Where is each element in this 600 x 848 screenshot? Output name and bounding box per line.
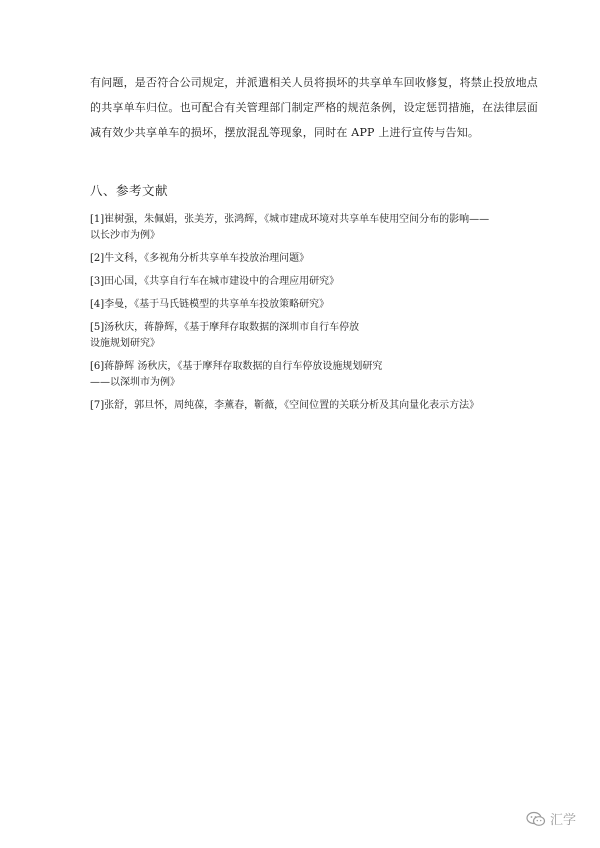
reference-list bbox=[90, 212, 520, 421]
reference-item bbox=[90, 297, 520, 313]
reference-line: [2]牛文科，《多视角分析共享单车投放治理问题》 bbox=[90, 253, 310, 264]
reference-line: [6]蒋静辉 汤秋庆，《基于摩拜存取数据的自行车停放设施规划研究 bbox=[90, 361, 383, 372]
body-paragraph bbox=[90, 70, 538, 145]
paragraph-line: 减有效少共享单车的损坏，摆放混乱等现象，同时在 APP 上进行宣传与告知。 bbox=[90, 126, 480, 139]
section-heading: 八、参考文献 bbox=[90, 183, 169, 198]
reference-item bbox=[90, 212, 520, 244]
reference-line: [5]汤秋庆，蒋静辉，《基于摩拜存取数据的深圳市自行车停放 bbox=[90, 322, 360, 333]
watermark-text: 汇学 bbox=[549, 813, 576, 828]
reference-line: ——以深圳市为例》 bbox=[90, 377, 180, 388]
paragraph-line: 的共享单车归位。也可配合有关管理部门制定严格的规范条例，设定惩罚措施，在法律层面 bbox=[90, 101, 538, 114]
wechat-icon bbox=[526, 811, 546, 827]
reference-line: [7]张舒，郭旦怀，周纯葆，李薰春，靳薇，《空间位置的关联分析及其向量化表示方法》 bbox=[90, 400, 480, 411]
reference-item bbox=[90, 274, 520, 290]
watermark bbox=[526, 809, 576, 828]
reference-item bbox=[90, 251, 520, 267]
reference-item bbox=[90, 320, 520, 352]
paragraph-line: 有问题，是否符合公司规定，并派遣相关人员将损坏的共享单车回收修复，将禁止投放地点 bbox=[90, 76, 538, 89]
reference-line: [3]田心国，《共享自行车在城市建设中的合理应用研究》 bbox=[90, 276, 340, 287]
reference-line: 设施规划研究》 bbox=[90, 338, 160, 349]
reference-item bbox=[90, 398, 520, 414]
reference-line: [1]崔树强，朱佩娟，张美芳，张鸿辉，《城市建成环境对共享单车使用空间分布的影响—— bbox=[90, 214, 490, 225]
reference-line: [4]李曼，《基于马氏链模型的共享单车投放策略研究》 bbox=[90, 299, 330, 310]
reference-item bbox=[90, 359, 520, 391]
reference-line: 以长沙市为例》 bbox=[90, 230, 160, 241]
